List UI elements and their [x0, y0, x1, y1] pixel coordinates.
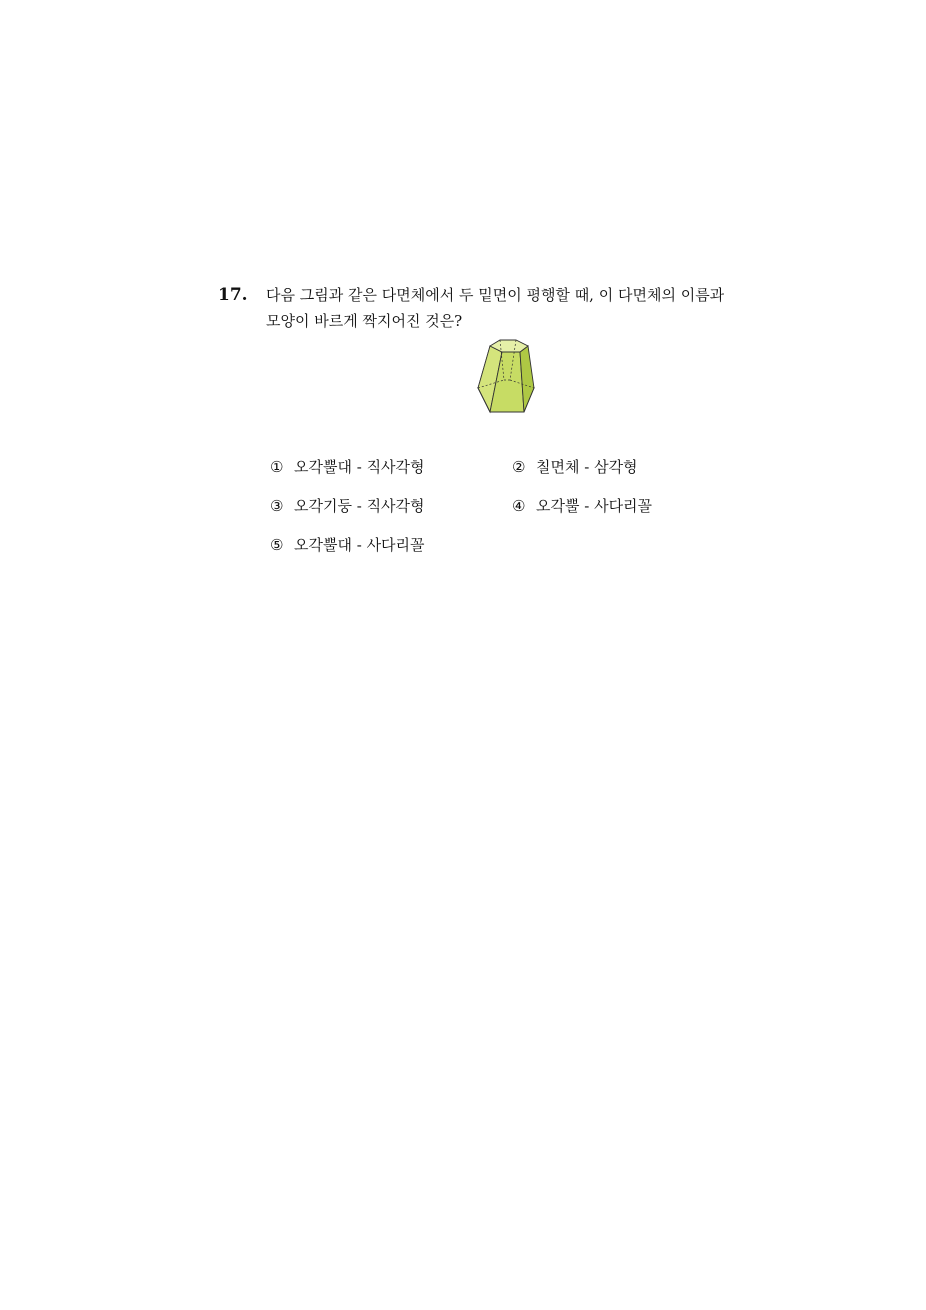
pentagonal-frustum-icon: [476, 338, 536, 418]
choice-3[interactable]: [270, 495, 425, 517]
choice-1[interactable]: [270, 456, 425, 478]
choice-mark: ④: [512, 497, 526, 515]
choice-label: 칠면체 - 삼각형: [536, 458, 638, 476]
question-text: 다음 그림과 같은 다면체에서 두 밑면이 평행할 때, 이 다면체의 이름과 모양이 바르게 짝지어진 것은?: [266, 286, 725, 330]
question-number: 17.: [218, 285, 248, 305]
choice-4[interactable]: [512, 495, 652, 517]
choice-label: 오각뿔대 - 직사각형: [294, 458, 425, 476]
choice-mark: ③: [270, 497, 284, 515]
answer-choices: [270, 456, 750, 576]
choice-2[interactable]: [512, 456, 638, 478]
choice-label: 오각뿔대 - 사다리꼴: [294, 536, 425, 554]
choice-mark: ②: [512, 458, 526, 476]
choice-label: 오각뿔 - 사다리꼴: [536, 497, 653, 515]
choice-5[interactable]: [270, 534, 425, 556]
choice-mark: ⑤: [270, 536, 284, 554]
choice-mark: ①: [270, 458, 284, 476]
choice-label: 오각기둥 - 직사각형: [294, 497, 425, 515]
